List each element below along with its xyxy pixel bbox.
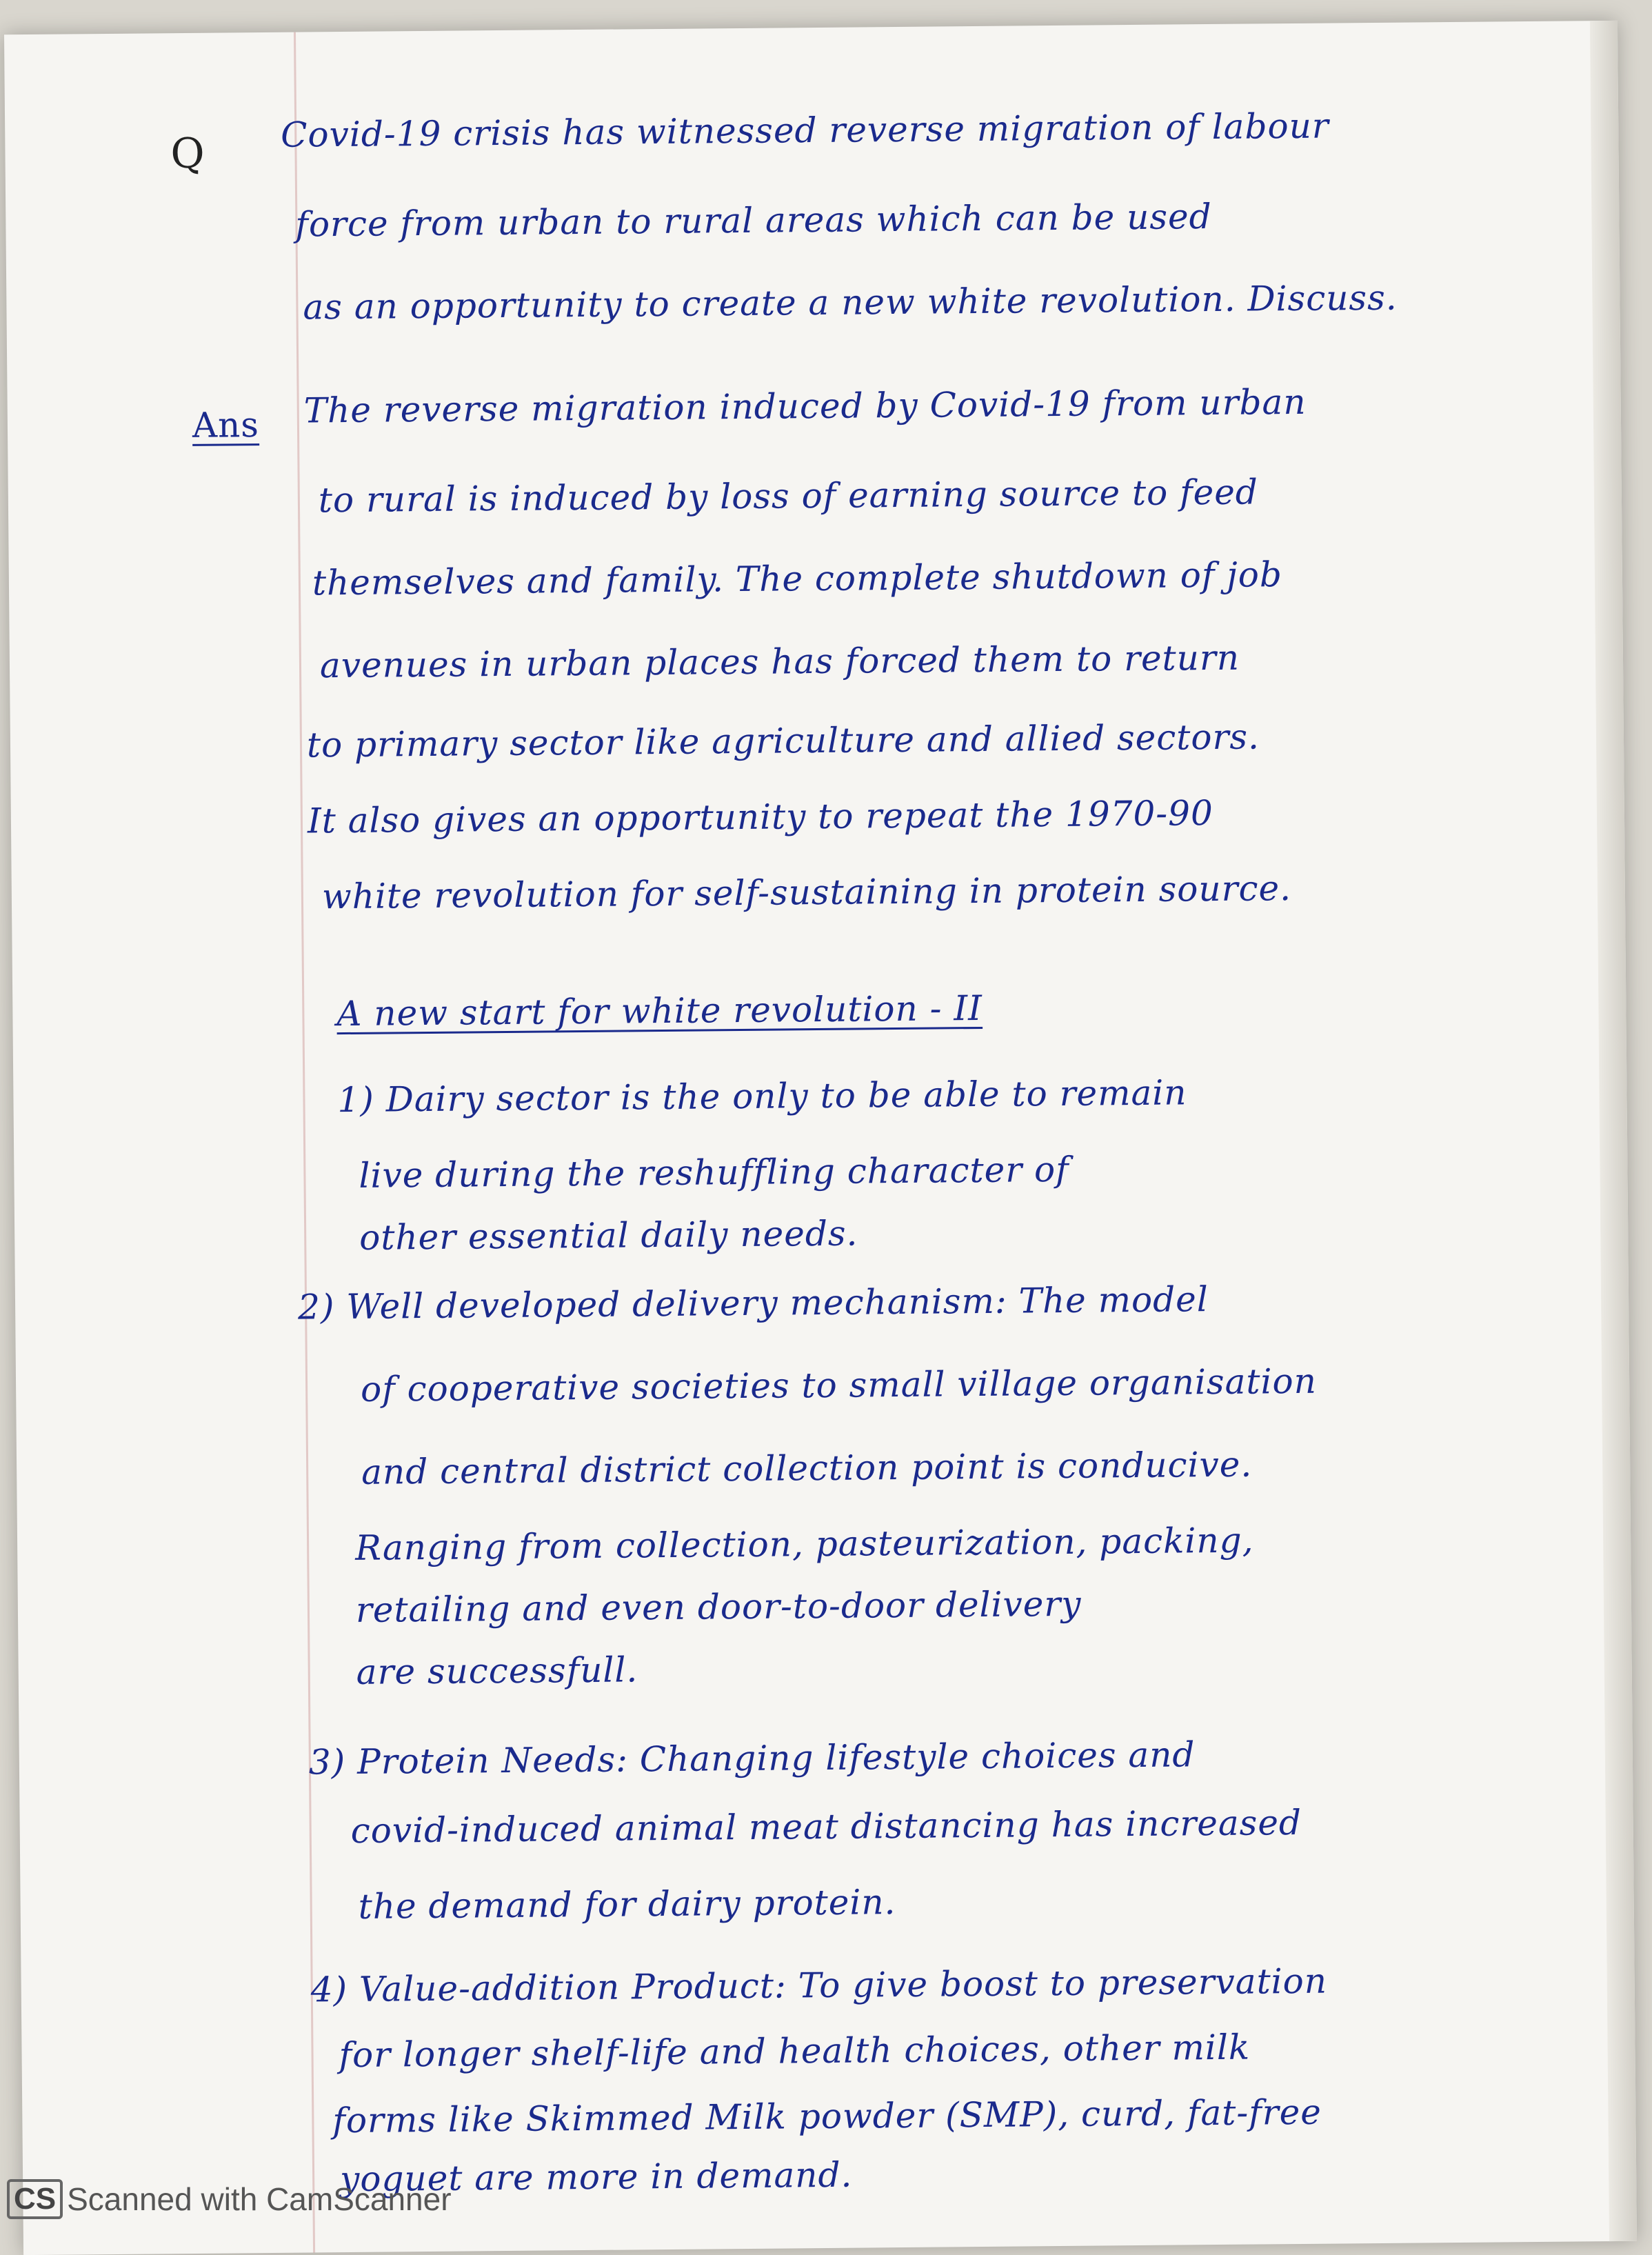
point-1-line-1: 1) Dairy sector is the only to be able to remain bbox=[337, 1072, 1187, 1121]
margin-rule bbox=[294, 32, 315, 2253]
point-4-line-3: forms like Skimmed Milk powder (SMP), curd, fat-free bbox=[332, 2092, 1322, 2141]
answer-intro-line-6: It also gives an opportunity to repeat the 1970-90 bbox=[307, 793, 1214, 841]
section-heading: A new start for white revolution - II bbox=[336, 988, 983, 1034]
point-2-line-6: are successfull. bbox=[356, 1650, 638, 1692]
point-1-line-3: other essential daily needs. bbox=[359, 1213, 858, 1258]
answer-label: Ans bbox=[192, 405, 260, 445]
point-3-line-1: 3) Protein Needs: Changing lifestyle choices and bbox=[308, 1734, 1196, 1783]
point-4-line-2: for longer shelf-life and health choices, other milk bbox=[339, 2027, 1251, 2076]
camscanner-logo-icon: CS bbox=[7, 2179, 63, 2219]
question-line-1: Covid-19 crisis has witnessed reverse migration of labour bbox=[281, 106, 1329, 155]
answer-intro-line-2: to rural is induced by loss of earning source to feed bbox=[318, 472, 1259, 521]
point-2-line-1: 2) Well developed delivery mechanism: The model bbox=[297, 1279, 1209, 1327]
answer-intro-line-7: white revolution for self-sustaining in protein source. bbox=[321, 868, 1292, 917]
question-line-2: force from urban to rural areas which can be used bbox=[295, 196, 1212, 245]
page-edge bbox=[1590, 21, 1637, 2241]
point-3-line-2: covid-induced animal meat distancing has increased bbox=[350, 1802, 1302, 1851]
answer-intro-line-1: The reverse migration induced by Covid-19 from urban bbox=[303, 381, 1307, 431]
point-2-line-4: Ranging from collection, pasteurization, packing, bbox=[354, 1520, 1254, 1568]
point-2-line-3: and central district collection point is conducive. bbox=[361, 1444, 1253, 1492]
point-2-line-5: retailing and even door-to-door delivery bbox=[355, 1583, 1082, 1630]
question-line-3: as an opportunity to create a new white revolution. Discuss. bbox=[303, 277, 1398, 328]
point-3-line-3: the demand for dairy protein. bbox=[358, 1882, 896, 1927]
answer-intro-line-4: avenues in urban places has forced them to return bbox=[319, 637, 1240, 686]
point-1-line-2: live during the reshuffling character of bbox=[359, 1149, 1069, 1196]
notebook-page bbox=[4, 21, 1637, 2255]
point-2-line-2: of cooperative societies to small village organisation bbox=[360, 1361, 1318, 1410]
point-4-line-1: 4) Value-addition Product: To give boost to preservation bbox=[310, 1961, 1328, 2010]
scanner-watermark-text: Scanned with CamScanner bbox=[67, 2181, 452, 2217]
answer-intro-line-5: to primary sector like agriculture and allied sectors. bbox=[306, 716, 1260, 765]
point-4-line-4: yoguet are more in demand. bbox=[339, 2154, 853, 2200]
question-marker: Q bbox=[170, 129, 206, 179]
scanner-watermark bbox=[7, 2179, 452, 2219]
answer-intro-line-3: themselves and family. The complete shutdown of job bbox=[312, 554, 1283, 603]
